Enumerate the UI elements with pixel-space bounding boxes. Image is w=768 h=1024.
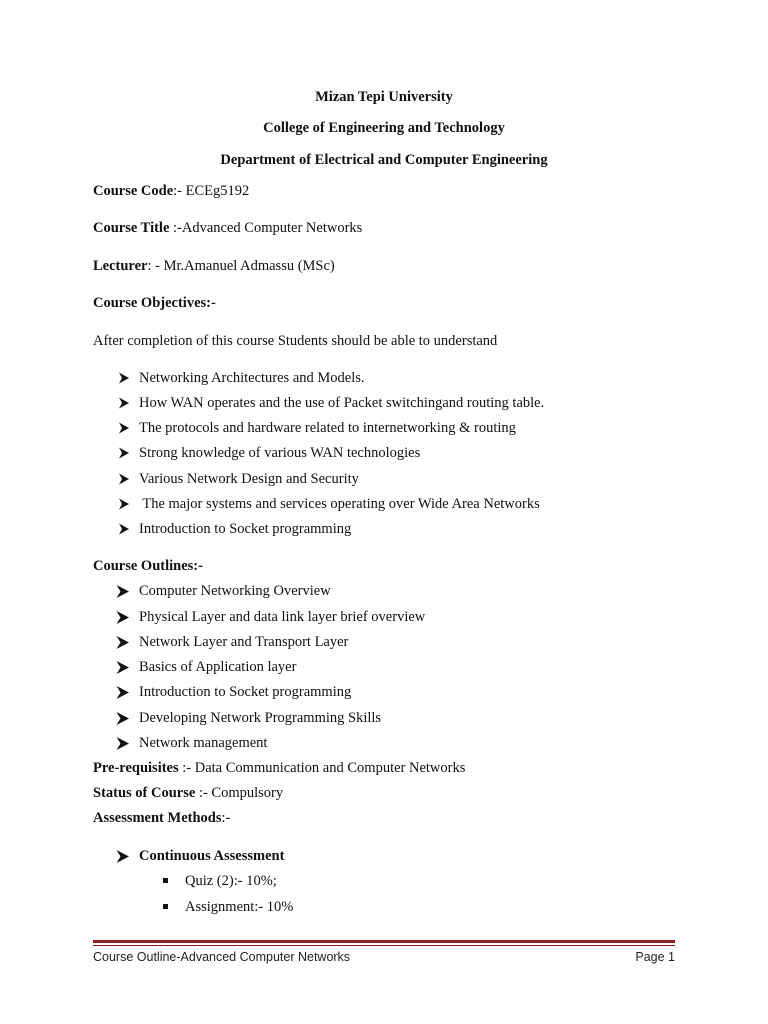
arrow-bullet-icon — [116, 585, 128, 597]
assessment-methods-separator: :- — [221, 810, 231, 826]
prerequisites-value: :- Data Communication and Computer Networks — [178, 760, 466, 776]
status-label: Status of Course — [93, 785, 196, 801]
assessment-methods-line — [93, 809, 230, 827]
lecturer-value: Mr.Amanuel Admassu (MSc) — [163, 258, 335, 274]
footer-rule-thin — [93, 945, 675, 946]
college-name: College of Engineering and Technology — [263, 120, 505, 136]
lecturer-label: Lecturer — [93, 258, 148, 274]
arrow-bullet-icon — [116, 611, 128, 623]
objectives-intro: After completion of this course Students should be able to understand — [93, 333, 498, 349]
prerequisites-label: Pre-requisites — [93, 760, 179, 776]
list-item-text: Computer Networking Overview — [139, 583, 331, 599]
course-title-line — [93, 219, 362, 237]
lecturer-separator: : - — [147, 258, 164, 274]
list-item-text: Networking Architectures and Models. — [139, 370, 365, 386]
list-item-text: Network management — [139, 735, 268, 751]
prerequisites-line — [93, 759, 465, 777]
arrow-bullet-icon — [116, 661, 128, 673]
list-item-text: Various Network Design and Security — [139, 471, 359, 487]
list-item-text: Physical Layer and data link layer brief overview — [139, 609, 426, 625]
arrow-bullet-icon — [118, 422, 130, 434]
square-bullet-icon — [163, 904, 168, 909]
footer-title: Course Outline-Advanced Computer Networks — [93, 950, 351, 964]
list-item-text: Quiz (2):- 10%; — [185, 873, 277, 889]
list-item-text: Basics of Application layer — [139, 659, 297, 675]
arrow-bullet-icon — [116, 737, 128, 749]
course-title-value: :-Advanced Computer Networks — [169, 220, 363, 236]
list-item-text: Developing Network Programming Skills — [139, 710, 382, 726]
course-code-value: :- ECEg5192 — [173, 183, 250, 199]
status-line — [93, 784, 283, 802]
assessment-methods-label: Assessment Methods — [93, 810, 222, 826]
department-name: Department of Electrical and Computer Engineering — [220, 152, 548, 168]
objectives-heading — [93, 294, 216, 312]
arrow-bullet-icon — [118, 473, 130, 485]
continuous-assessment-label: Continuous Assessment — [139, 848, 285, 864]
course-code-label: Course Code — [93, 183, 174, 199]
arrow-bullet-icon — [116, 850, 128, 862]
arrow-bullet-icon — [116, 712, 128, 724]
arrow-bullet-icon — [118, 523, 130, 535]
university-name: Mizan Tepi University — [315, 89, 453, 105]
list-item-text: Introduction to Socket programming — [139, 521, 352, 537]
objectives-heading-text: Course Objectives:- — [93, 295, 216, 311]
course-code-line — [93, 182, 249, 200]
footer-page-number: Page 1 — [635, 950, 675, 964]
arrow-bullet-icon — [118, 372, 130, 384]
outlines-heading — [93, 557, 203, 575]
lecturer-line — [93, 257, 335, 275]
list-item-text: How WAN operates and the use of Packet switchingand routing table. — [139, 395, 545, 411]
footer-rule-thick — [93, 940, 675, 943]
arrow-bullet-icon — [116, 636, 128, 648]
list-item-text: Network Layer and Transport Layer — [139, 634, 349, 650]
list-item-text: Assignment:- 10% — [185, 899, 294, 915]
arrow-bullet-icon — [118, 397, 130, 409]
arrow-bullet-icon — [116, 686, 128, 698]
list-item-text: Introduction to Socket programming — [139, 684, 352, 700]
course-title-label: Course Title — [93, 220, 170, 236]
arrow-bullet-icon — [118, 498, 130, 510]
arrow-bullet-icon — [118, 447, 130, 459]
square-bullet-icon — [163, 878, 168, 883]
list-item-text: The major systems and services operating over Wide Area Networks — [139, 496, 540, 512]
outlines-heading-text: Course Outlines:- — [93, 558, 203, 574]
list-item-text: Strong knowledge of various WAN technologies — [139, 445, 421, 461]
list-item-text: The protocols and hardware related to internetworking & routing — [139, 420, 516, 436]
status-value: :- Compulsory — [195, 785, 284, 801]
